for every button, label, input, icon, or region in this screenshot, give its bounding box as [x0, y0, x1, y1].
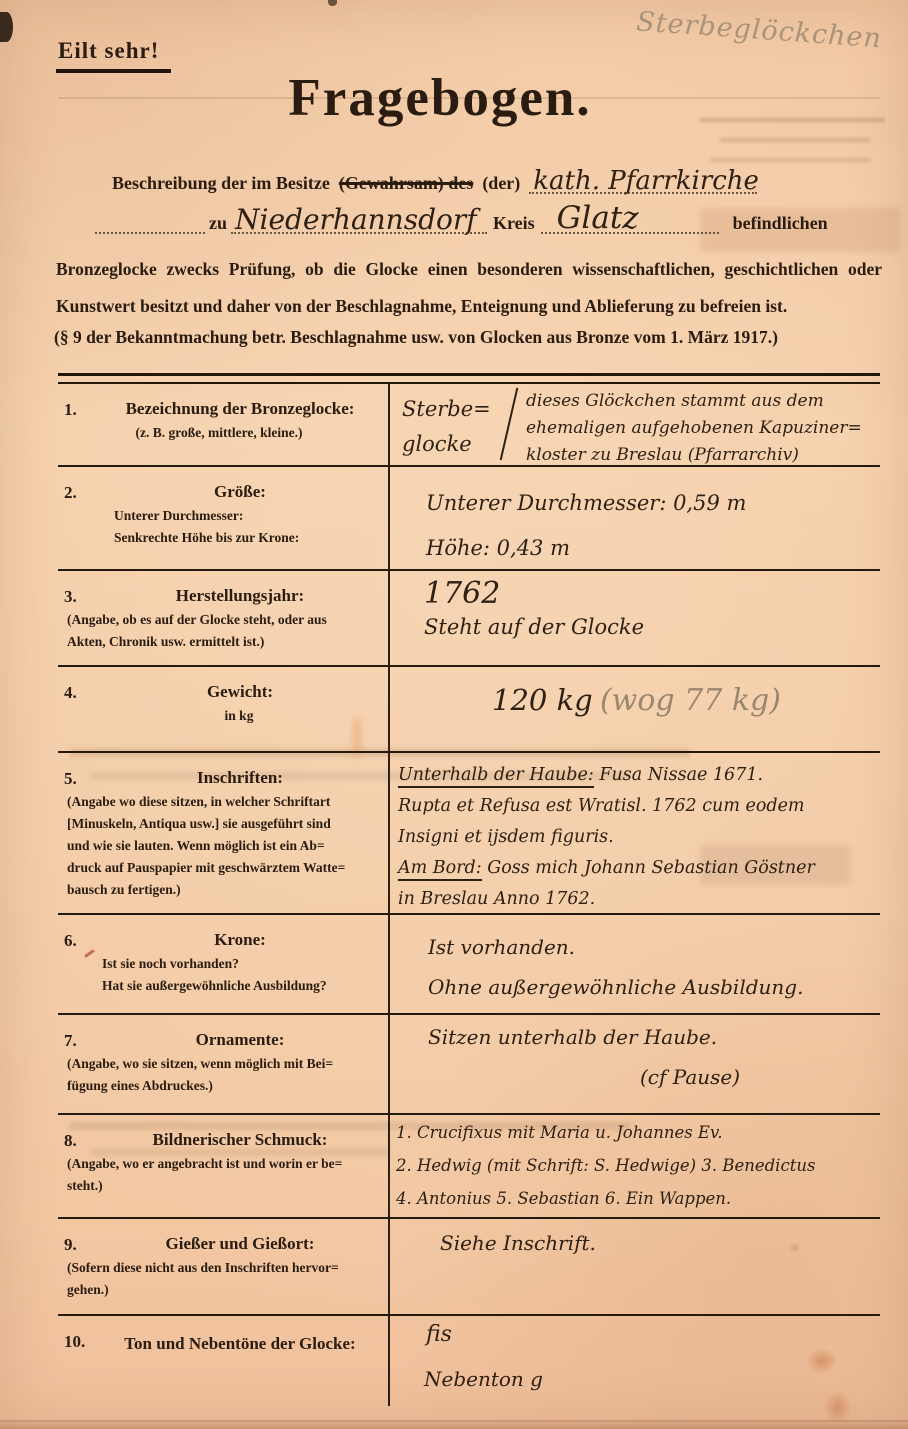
- answer-line: Siehe Inschrift.: [440, 1231, 596, 1255]
- answer-line: Sitzen unterhalb der Haube.: [428, 1025, 718, 1049]
- answer-cell: [390, 915, 880, 1013]
- answer-cell: [390, 1115, 880, 1217]
- row-number: 4.: [64, 683, 77, 702]
- intro-body: Bronzeglocke zwecks Prüfung, ob die Glocke einen besonderen wissenschaftlichen, geschichtlichen oder Kunstwert besitzt und daher von der Beschlagnahme, Enteignung und Ablieferung zu befreien ist.: [56, 259, 882, 316]
- scan-edge-mark: [328, 0, 337, 6]
- district-field: [541, 200, 719, 236]
- struck-text: (Gewahrsam) des: [338, 173, 474, 193]
- table-row-5: [58, 753, 880, 915]
- intro-line-place: [95, 200, 828, 236]
- answer-line: in Breslau Anno 1762.: [398, 889, 596, 909]
- owner-field: [529, 166, 757, 194]
- question-label: Bezeichnung der Bronzeglocke:: [125, 399, 355, 418]
- table-row-10: [58, 1316, 880, 1406]
- row-number: 2.: [64, 483, 77, 502]
- question-cell: [58, 571, 390, 665]
- row-number: 3.: [64, 587, 77, 606]
- row-number: 8.: [64, 1131, 77, 1150]
- question-cell: [58, 1316, 390, 1406]
- row-number: 9.: [64, 1235, 77, 1254]
- intro-legal: (§ 9 der Bekanntmachung betr. Beschlagnahme usw. von Glocken aus Bronze vom 1. März 1917.): [54, 327, 779, 347]
- question-cell: [58, 915, 390, 1013]
- answer-line: Nebenton g: [424, 1367, 543, 1391]
- place-field: [231, 203, 487, 236]
- table-row-3: [58, 571, 880, 667]
- intro-text: Beschreibung der im Besitze: [112, 173, 330, 193]
- question-subtext: (Angabe, wo er angebracht ist und worin er be= steht.): [67, 1156, 343, 1193]
- answer-line: Rupta et Refusa est Wratisl. 1762 cum eodem: [398, 796, 805, 816]
- intro-line-owner: [112, 166, 757, 194]
- question-cell: [58, 384, 390, 465]
- dotted-rule: [95, 206, 205, 234]
- answer-cell: [390, 384, 880, 465]
- question-label: Gewicht:: [206, 682, 274, 701]
- answer-line: 2. Hedwig (mit Schrift: S. Hedwige) 3. Benedictus: [396, 1156, 816, 1175]
- answer-line: Steht auf der Glocke: [424, 615, 645, 639]
- question-label: Größe:: [214, 482, 266, 501]
- scan-bottom-edge: [0, 1420, 908, 1422]
- question-subtext: (Angabe, wo sie sitzen, wenn möglich mit Bei= fügung eines Abdruckes.): [67, 1056, 334, 1093]
- question-label: Gießer und Gießort:: [165, 1234, 315, 1253]
- answer-cell: [390, 1219, 880, 1314]
- row-number: 7.: [64, 1031, 77, 1050]
- question-subtext: (z. B. große, mittlere, kleine.): [135, 425, 303, 440]
- answer-cell: [390, 467, 880, 569]
- answer-note: dieses Glöckchen stammt aus dem ehemaligen aufgehobenen Kapuziner= kloster zu Breslau (Pfarrarchiv): [526, 391, 862, 465]
- pencil-annotation: Sterbeglöckchen: [635, 6, 883, 55]
- answer-cell: [390, 667, 880, 751]
- question-cell: [58, 753, 390, 913]
- row-number: 10.: [64, 1332, 86, 1351]
- answer-year: 1762: [424, 576, 501, 611]
- urgent-note: Eilt sehr!: [56, 38, 171, 73]
- question-label: Ton und Nebentöne der Glocke:: [124, 1334, 356, 1353]
- answer-weight-ink: 120 kg: [492, 683, 593, 717]
- question-label: Inschriften:: [197, 768, 283, 787]
- question-subtext: (Angabe, ob es auf der Glocke steht, oder aus Akten, Chronik usw. ermittelt ist.): [67, 612, 327, 649]
- answer-line: Ohne außergewöhnliche Ausbildung.: [428, 975, 804, 999]
- scan-edge-mark: [0, 12, 13, 42]
- row-number: 5.: [64, 769, 77, 788]
- answer-line: 4. Antonius 5. Sebastian 6. Ein Wappen.: [396, 1189, 732, 1208]
- intro-text: (der): [482, 173, 521, 193]
- answer-cell: [390, 1015, 880, 1113]
- answer-cell: [390, 1316, 880, 1406]
- scan-bottom-edge: [0, 1420, 908, 1429]
- table-row-6: [58, 915, 880, 1015]
- row-number: 1.: [64, 400, 77, 419]
- bleed-through-text: [710, 158, 870, 162]
- table-row-1: [58, 384, 880, 467]
- answer-cell: [390, 571, 880, 665]
- question-label: Herstellungsjahr:: [175, 586, 305, 605]
- question-subtext: Unterer Durchmesser: Senkrechte Höhe bis zur Krone:: [114, 508, 300, 545]
- table-row-4: [58, 667, 880, 753]
- table-top-rule: [58, 373, 880, 384]
- answer-weight-pencil: (wog 77 kg): [599, 683, 781, 718]
- table-row-9: [58, 1219, 880, 1316]
- question-cell: [58, 667, 390, 751]
- answer-line: Unterer Durchmesser: 0,59 m: [426, 491, 747, 515]
- place-handwriting: Niederhannsdorf: [235, 203, 477, 236]
- answer-line: Höhe: 0,43 m: [426, 536, 571, 560]
- question-cell: [58, 1219, 390, 1314]
- question-label: Bildnerischer Schmuck:: [152, 1130, 328, 1149]
- question-subtext: (Angabe wo diese sitzen, in welcher Schriftart [Minuskeln, Antiqua usw.] sie ausgeführt sind und wie sie lauten. Wenn möglich ist ein Ab= druck auf Pauspapier mit geschwärztem Watte= bausch zu fertigen.): [67, 794, 346, 897]
- answer-line: (cf Pause): [640, 1065, 741, 1089]
- district-handwriting: Glatz: [556, 200, 639, 236]
- question-label: Krone:: [214, 930, 266, 949]
- table-row-7: [58, 1015, 880, 1115]
- answer-line: Insigni et ijsdem figuris.: [398, 827, 614, 847]
- bleed-through-text: [720, 138, 870, 142]
- answer-line: Am Bord: Goss mich Johann Sebastian Göstner: [398, 853, 880, 884]
- question-cell: [58, 1015, 390, 1113]
- answer-line: Unterhalb der Haube: Fusa Nissae 1671.: [398, 760, 880, 791]
- question-subtext: Ist sie noch vorhanden? Hat sie außergewöhnliche Ausbildung?: [102, 956, 327, 993]
- answer-line: 1. Crucifixus mit Maria u. Johannes Ev.: [396, 1123, 723, 1142]
- question-cell: [58, 1115, 390, 1217]
- table-row-8: [58, 1115, 880, 1219]
- befindlichen-label: befindlichen: [732, 213, 828, 233]
- bell-table: [58, 373, 880, 1406]
- table-row-2: [58, 467, 880, 571]
- kreis-label: Kreis: [493, 213, 535, 233]
- zu-label: zu: [209, 213, 227, 233]
- owner-handwriting: kath. Pfarrkirche: [533, 166, 759, 196]
- question-subtext: (Sofern diese nicht aus den Inschriften hervor= gehen.): [67, 1260, 339, 1297]
- question-subtext: in kg: [224, 708, 254, 723]
- form-title: Fragebogen.: [288, 69, 592, 127]
- row-number: 6.: [64, 931, 77, 950]
- question-cell: [58, 467, 390, 569]
- answer-line: Ist vorhanden.: [428, 935, 576, 959]
- answer-cell: [390, 753, 880, 913]
- answer-primary: Sterbe= glocke: [402, 397, 491, 456]
- answer-line: fis: [426, 1322, 452, 1347]
- question-label: Ornamente:: [195, 1030, 285, 1049]
